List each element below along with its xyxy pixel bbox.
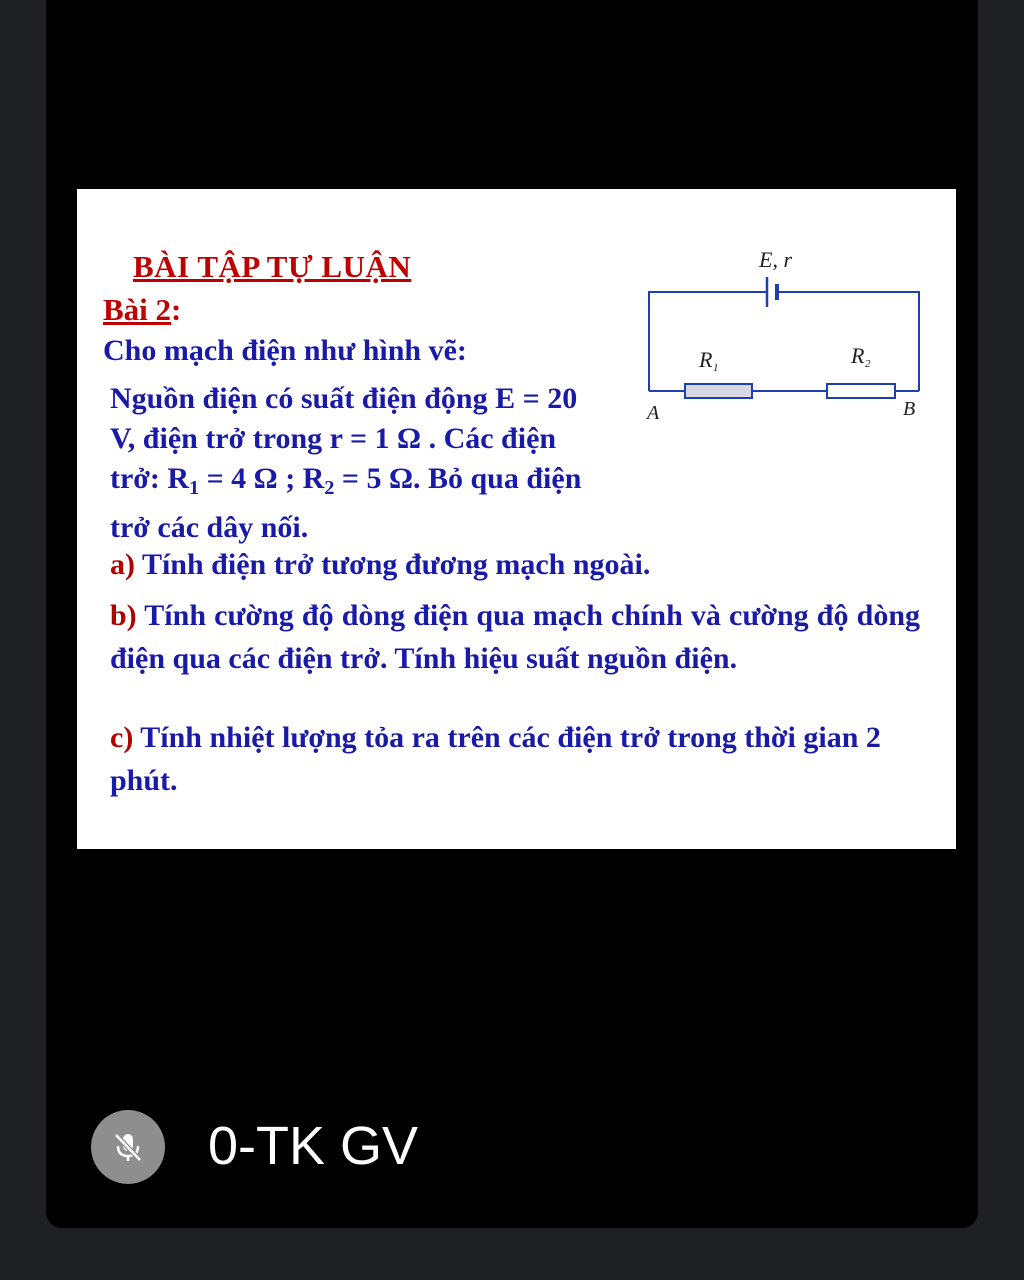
resistor-r2	[827, 384, 895, 398]
question-b-label: b)	[110, 599, 137, 632]
circuit-diagram	[637, 239, 937, 429]
question-b-text: Tính cường độ dòng điện qua mạch chính và cường độ dòng điện qua các điện trở. Tính hiệu suất nguồn điện.	[110, 599, 920, 675]
participant-name: 0-TK GV	[208, 1116, 419, 1176]
wire-left-top	[649, 292, 767, 391]
resistor-r1	[685, 384, 752, 398]
source-label: E, r	[759, 247, 792, 272]
r1-label-sub: 1	[713, 362, 719, 374]
r2-label: R	[851, 343, 865, 368]
question-a-text: Tính điện trở tương đương mạch ngoài.	[135, 548, 651, 581]
r2-label-sub: 2	[865, 358, 871, 370]
shared-slide	[77, 189, 956, 849]
exercise-colon: :	[171, 292, 182, 327]
given-data-paragraph	[110, 379, 605, 548]
exercise-label: Bài 2	[103, 292, 172, 327]
question-c	[110, 716, 920, 802]
question-a-label: a)	[110, 548, 135, 581]
mic-off-icon	[108, 1127, 148, 1167]
node-b-label: B	[903, 398, 916, 420]
wire-right-top	[777, 292, 919, 391]
slide-title: BÀI TẬP TỰ LUẬN	[133, 249, 412, 284]
question-c-label: c)	[110, 721, 134, 754]
given-part-2: = 4 Ω ; R	[199, 462, 325, 495]
question-c-text: Tính nhiệt lượng tỏa ra trên các điện trở trong thời gian 2 phút.	[110, 721, 881, 797]
question-a	[110, 545, 920, 585]
r1-subscript: 1	[189, 477, 200, 499]
intro-text: Cho mạch điện như hình vẽ:	[103, 334, 467, 367]
question-b	[110, 594, 920, 680]
node-a-label: A	[647, 402, 660, 424]
r1-label: R	[699, 347, 713, 372]
exercise-heading	[103, 292, 181, 328]
given-part-3: = 5 Ω. Bỏ qua điện trở các dây nối.	[110, 462, 582, 544]
r2-subscript: 2	[324, 477, 335, 499]
mic-status-button[interactable]	[91, 1110, 165, 1184]
given-part-1: Nguồn điện có suất điện động E = 20 V, điện trở trong r = 1 Ω . Các điện trở: R	[110, 382, 578, 495]
